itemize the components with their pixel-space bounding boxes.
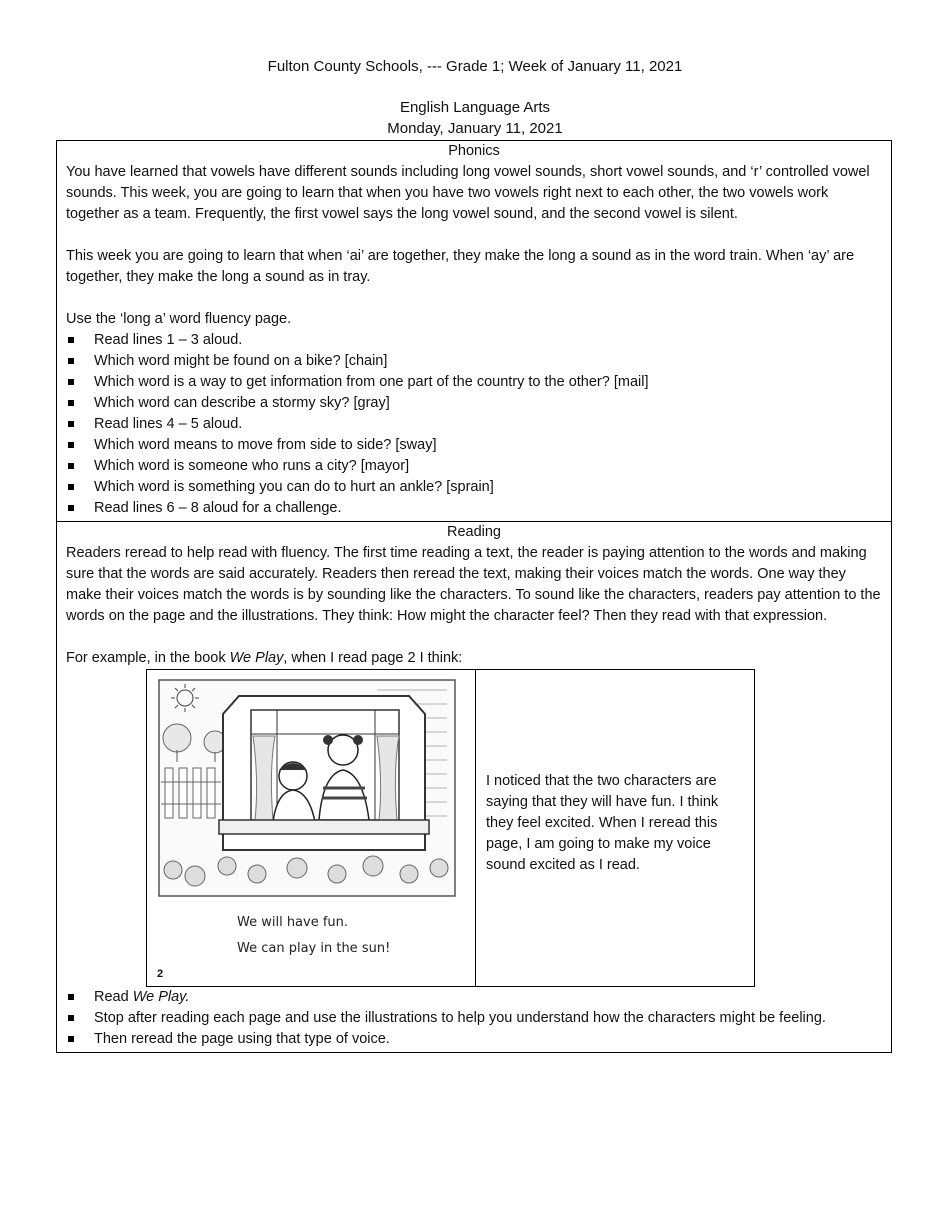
school-header: Fulton County Schools, --- Grade 1; Week of January 11, 2021	[267, 58, 683, 75]
list-item: Stop after reading each page and use the illustrations to help you understand how the characters might be feeling.	[66, 1008, 882, 1029]
example-text-post: , when I read page 2 I think:	[283, 650, 463, 666]
reading-section	[57, 521, 891, 1052]
book-page-illustration	[147, 670, 476, 986]
picture-page-number: 2	[157, 968, 164, 980]
example-line	[66, 648, 882, 669]
example-explanation-cell	[476, 670, 754, 986]
lesson-table	[56, 140, 892, 1053]
list-item: Which word means to move from side to side? [sway]	[66, 435, 882, 456]
phonics-bullet-list	[66, 330, 882, 519]
phonics-paragraph-1: You have learned that vowels have different sounds including long vowel sounds, short vowel sounds, and ‘r’ controlled vowel sounds. This week, you are going to learn that when you have two vowels right next to each other, the two vowels work together as a team. Frequently, the first vowel says the long vowel sound, and the second vowel is silent.	[66, 164, 870, 222]
book-title: We Play	[229, 650, 284, 666]
reading-paragraph: Readers reread to help read with fluency. The first time reading a text, the reader is paying attention to the words and making sure that the words are said accurately. Readers then reread the text, making their voices match the words. One way they make their voices match the words is by sounding like the characters. To sound like the characters, readers pay attention to the words on the page and the illustrations. They think: How might the character feel? Then they read with that expression.	[66, 545, 881, 624]
list-item: Which word is someone who runs a city? [mayor]	[66, 456, 882, 477]
example-explanation: I noticed that the two characters are saying that they will have fun. I think they feel excited. When I reread this page, I am going to make my voice sound excited as I read.	[486, 772, 719, 873]
phonics-section	[57, 141, 891, 521]
lesson-date: Monday, January 11, 2021	[387, 120, 563, 137]
list-item: Which word can describe a stormy sky? [gray]	[66, 393, 882, 414]
phonics-title: Phonics	[448, 143, 500, 159]
bullet-text: Read	[94, 989, 133, 1005]
list-item: Which word might be found on a bike? [chain]	[66, 351, 882, 372]
subject-title: English Language Arts	[399, 99, 551, 116]
list-item: Which word is something you can do to hurt an ankle? [sprain]	[66, 477, 882, 498]
list-item: Which word is a way to get information from one part of the country to the other? [mail]	[66, 372, 882, 393]
example-text-pre: For example, in the book	[66, 650, 230, 666]
picture-caption-2: We can play in the sun!	[237, 941, 391, 956]
book-title: We Play.	[132, 989, 190, 1005]
reading-bullet-list	[66, 987, 882, 1050]
phonics-paragraph-2: This week you are going to learn that when ‘ai’ are together, they make the long a sound as in the word train. When ‘ay’ are together, they make the long a sound as in tray.	[66, 248, 855, 285]
picture-caption-1: We will have fun.	[237, 915, 349, 930]
example-table	[146, 669, 755, 987]
reading-title: Reading	[446, 524, 501, 540]
list-item	[66, 987, 882, 1008]
phonics-intro: Use the ‘long a’ word fluency page.	[66, 311, 292, 327]
list-item: Read lines 6 – 8 aloud for a challenge.	[66, 498, 882, 519]
list-item: Read lines 1 – 3 aloud.	[66, 330, 882, 351]
list-item: Read lines 4 – 5 aloud.	[66, 414, 882, 435]
list-item: Then reread the page using that type of voice.	[66, 1029, 882, 1050]
